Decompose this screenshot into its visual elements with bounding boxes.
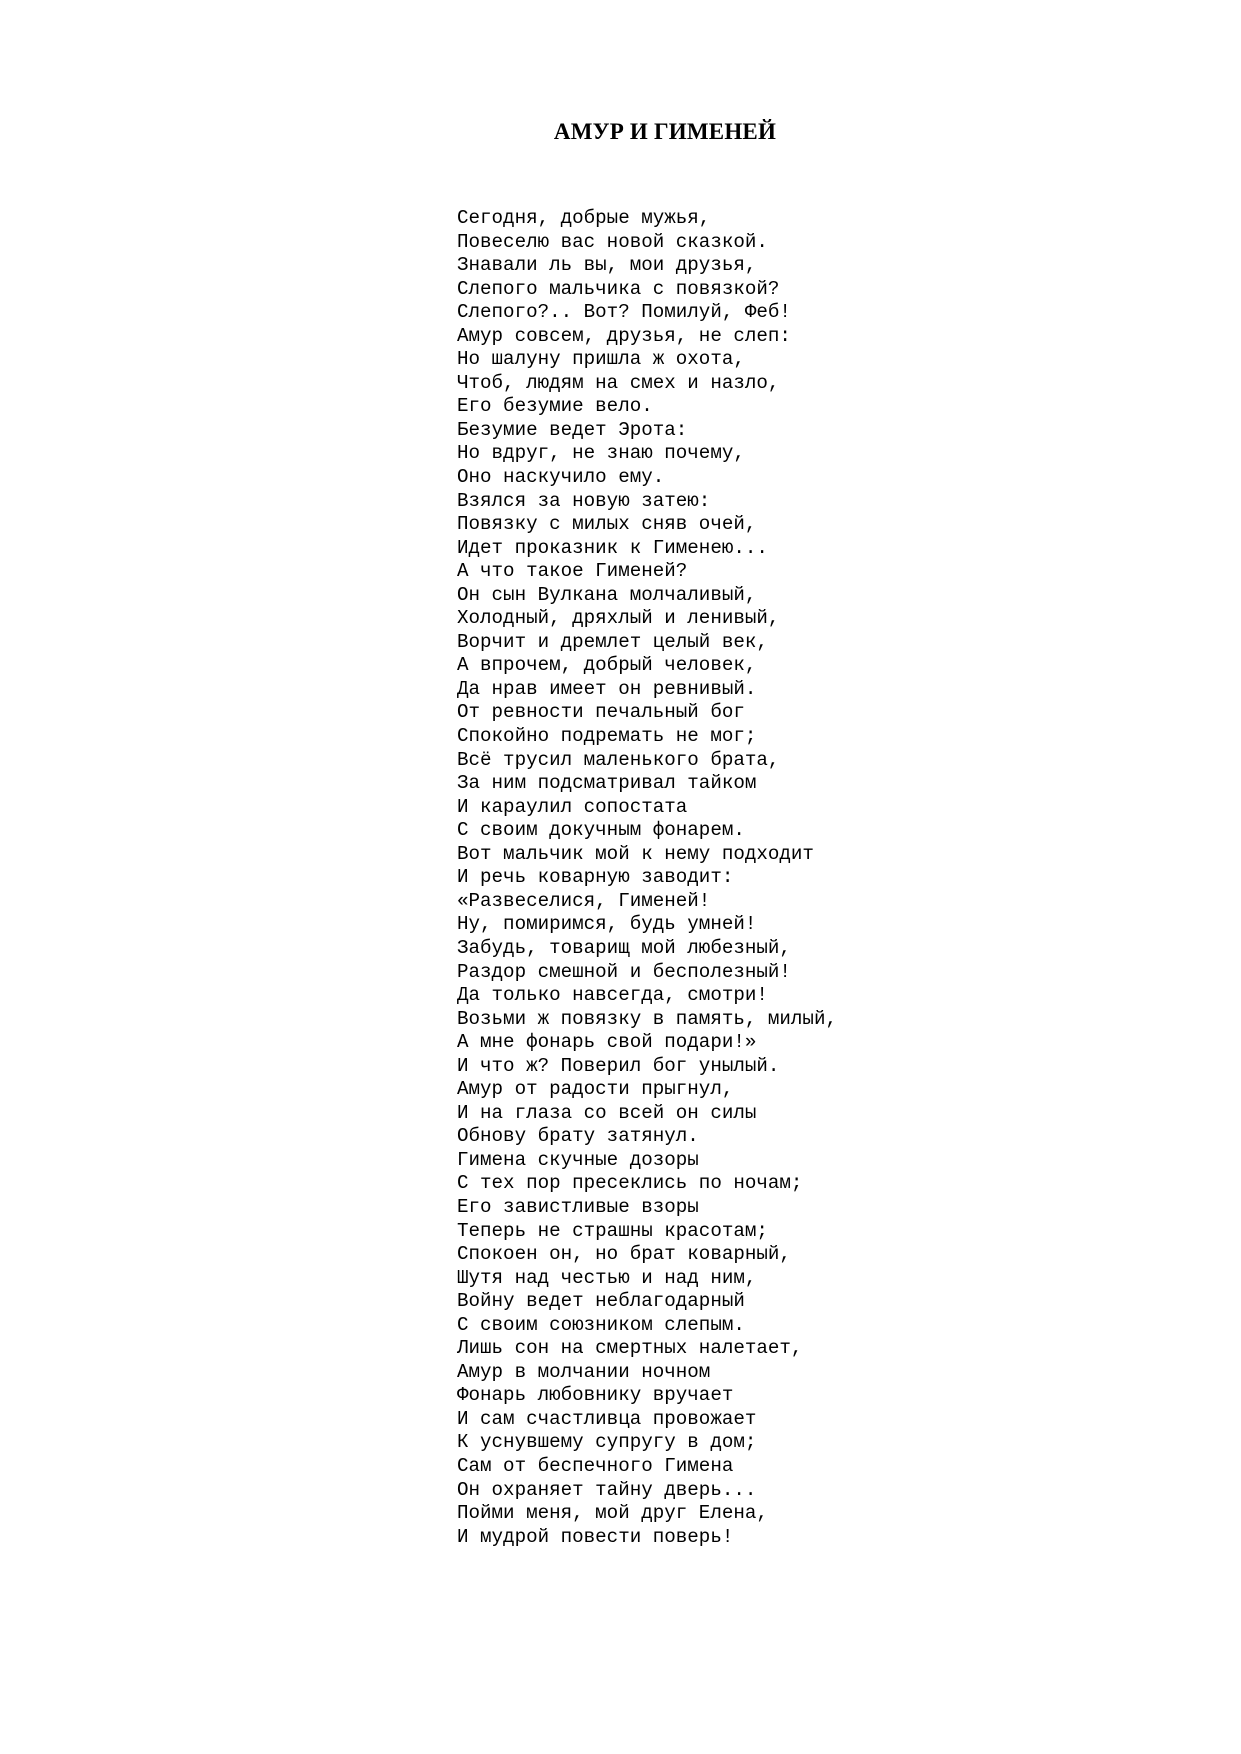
poem-line: И караулил сопостата <box>457 795 688 818</box>
poem-line: Повязку с милых сняв очей, <box>457 513 757 536</box>
poem-line: К уснувшему супругу в дом; <box>457 1431 757 1454</box>
poem-line: И сам счастливца провожает <box>457 1407 757 1430</box>
poem-line: Войну ведет неблагодарный <box>457 1290 745 1313</box>
poem-body <box>457 207 837 1549</box>
poem-line: Повеселю вас новой сказкой. <box>457 230 768 253</box>
poem-line: Да только навсегда, смотри! <box>457 984 768 1007</box>
poem-line: Раздор смешной и бесполезный! <box>457 960 791 983</box>
poem-line: Возьми ж повязку в память, милый, <box>457 1007 837 1030</box>
poem-line: Его завистливые взоры <box>457 1195 699 1218</box>
poem-line: Да нрав имеет он ревнивый. <box>457 677 757 700</box>
poem-line: Фонарь любовнику вручает <box>457 1384 734 1407</box>
poem-line: Пойми меня, мой друг Елена, <box>457 1502 768 1525</box>
poem-line: Шутя над честью и над ним, <box>457 1266 757 1289</box>
poem-line: Но вдруг, не знаю почему, <box>457 442 745 465</box>
poem-line: Безумие ведет Эрота: <box>457 418 688 441</box>
poem-line: Спокойно подремать не мог; <box>457 725 757 748</box>
poem-line: Вот мальчик мой к нему подходит <box>457 842 814 865</box>
poem-line: И мудрой повести поверь! <box>457 1525 734 1548</box>
poem-line: А мне фонарь свой подари!» <box>457 1031 757 1054</box>
poem-line: Холодный, дряхлый и ленивый, <box>457 607 780 630</box>
poem-line: Амур в молчании ночном <box>457 1360 711 1383</box>
poem-line: Идет проказник к Гименею... <box>457 536 768 559</box>
poem-line: Знавали ль вы, мои друзья, <box>457 254 757 277</box>
poem-line: Он сын Вулкана молчаливый, <box>457 583 757 606</box>
poem-line: И что ж? Поверил бог унылый. <box>457 1054 780 1077</box>
poem-line: Сам от беспечного Гимена <box>457 1454 734 1477</box>
poem-line: С тех пор пресеклись по ночам; <box>457 1172 803 1195</box>
poem-line: Гимена скучные дозоры <box>457 1148 699 1171</box>
poem-line: Обнову брату затянул. <box>457 1125 699 1148</box>
poem-line: Слепого?.. Вот? Помилуй, Феб! <box>457 301 791 324</box>
poem-line: Теперь не страшны красотам; <box>457 1219 768 1242</box>
poem-line: Всё трусил маленького брата, <box>457 748 780 771</box>
poem-line: А что такое Гименей? <box>457 560 688 583</box>
poem-line: Лишь сон на смертных налетает, <box>457 1337 803 1360</box>
poem-line: Но шалуну пришла ж охота, <box>457 348 745 371</box>
poem-line: С своим докучным фонарем. <box>457 819 745 842</box>
poem-line: Спокоен он, но брат коварный, <box>457 1243 791 1266</box>
poem-line: Забудь, товарищ мой любезный, <box>457 936 791 959</box>
poem-line: Сегодня, добрые мужья, <box>457 207 711 229</box>
poem-line: За ним подсматривал тайком <box>457 772 757 795</box>
poem-line: И на глаза со всей он силы <box>457 1101 757 1124</box>
poem-line: Чтоб, людям на смех и назло, <box>457 371 780 394</box>
poem-line: Ворчит и дремлет целый век, <box>457 630 768 653</box>
poem-line: Его безумие вело. <box>457 395 653 418</box>
poem-line: А впрочем, добрый человек, <box>457 654 757 677</box>
poem-line: И речь коварную заводит: <box>457 866 734 889</box>
poem-line: Оно наскучило ему. <box>457 466 665 489</box>
poem-line: От ревности печальный бог <box>457 701 745 724</box>
poem-line: Амур от радости прыгнул, <box>457 1078 734 1101</box>
poem-line: Слепого мальчика с повязкой? <box>457 277 780 300</box>
poem-title: АМУР И ГИМЕНЕЙ <box>553 119 777 144</box>
poem-line: «Развеселися, Гименей! <box>457 889 711 912</box>
poem-line: Он охраняет тайну дверь... <box>457 1478 757 1501</box>
poem-line: Взялся за новую затею: <box>457 489 711 512</box>
poem-line: Ну, помиримся, будь умней! <box>457 913 757 936</box>
poem-line: Амур совсем, друзья, не слеп: <box>457 324 791 347</box>
poem-line: С своим союзником слепым. <box>457 1313 745 1336</box>
